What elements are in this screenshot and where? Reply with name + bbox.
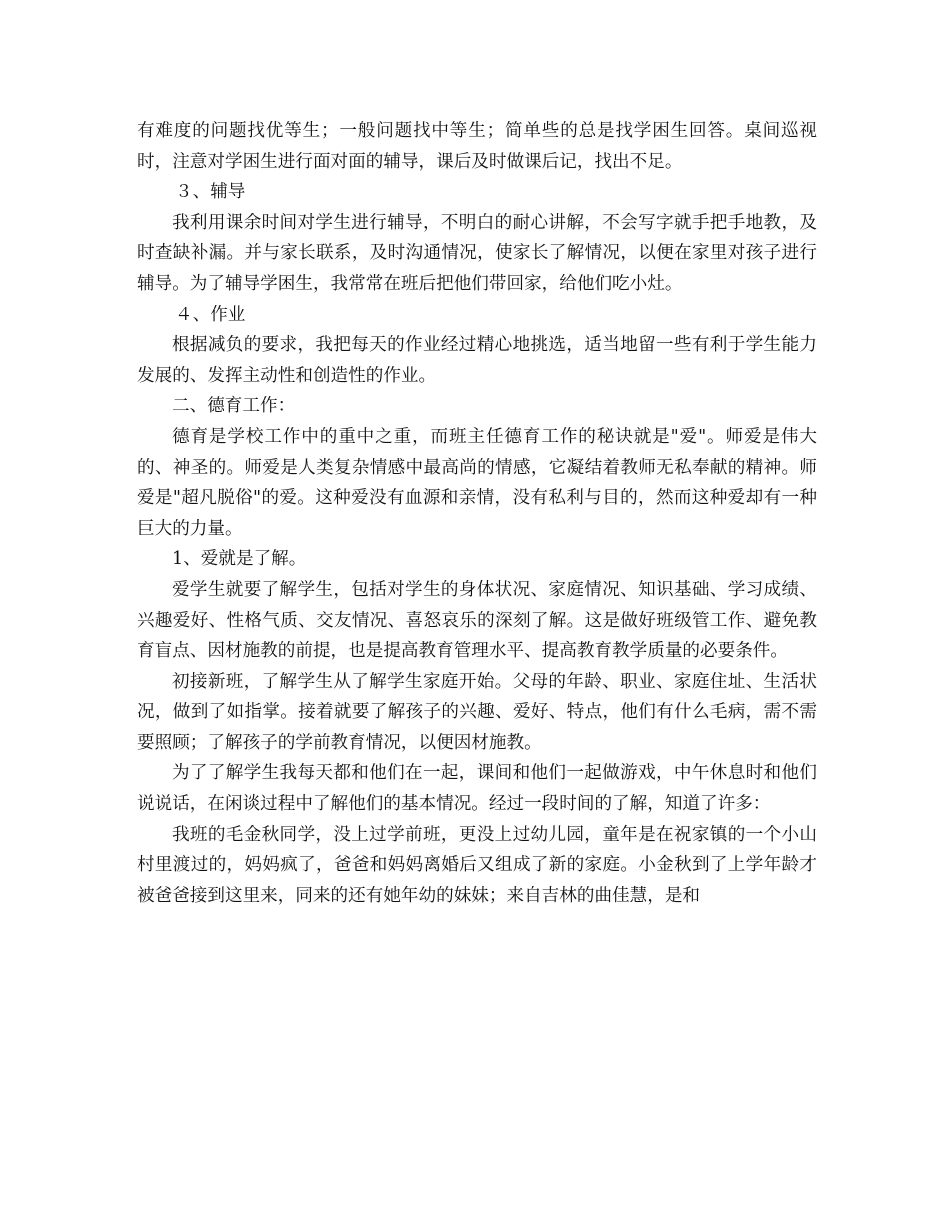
paragraph: 我利用课余时间对学生进行辅导，不明白的耐心讲解，不会写字就手把手地教，及时查缺补漏。并与家长联系，及时沟通情况，使家长了解情况，以便在家里对孩子进行辅导。为了辅导学困生，我常常在班后把他们带回家，给他们吃小灶。: [137, 212, 817, 294]
paragraph: 为了了解学生我每天都和他们在一起，课间和他们一起做游戏，中午休息时和他们说说话，在闲谈过程中了解他们的基本情况。经过一段时间的了解，知道了许多：: [137, 763, 817, 815]
paragraph-continued: 有难度的问题找优等生；一般问题找中等生；简单些的总是找学困生回答。桌间巡视时，注意对学困生进行面对面的辅导，课后及时做课后记，找出不足。: [137, 121, 817, 172]
subsection-heading-love-is-understanding: 1、爱就是了解。: [172, 549, 307, 570]
paragraph: 我班的毛金秋同学，没上过学前班，更没上过幼儿园，童年是在祝家镇的一个小山村里渡过的，妈妈疯了，爸爸和妈妈离婚后又组成了新的家庭。小金秋到了上学年龄才被爸爸接到这里来，同来的还有她年幼的妹妹；来自吉林的曲佳慧，是和: [137, 824, 817, 906]
section-heading-tutoring: ３、辅导: [175, 182, 246, 203]
document-body: [137, 116, 817, 911]
paragraph: 根据减负的要求，我把每天的作业经过精心地挑选，适当地留一些有利于学生能力发展的、发挥主动性和创造性的作业。: [137, 335, 817, 386]
paragraph: 爱学生就要了解学生，包括对学生的身体状况、家庭情况、知识基础、学习成绩、兴趣爱好、性格气质、交友情况、喜怒哀乐的深刻了解。这是做好班级管工作、避免教育盲点、因材施教的前提，也是提高教育管理水平、提高教育教学质量的必要条件。: [137, 579, 817, 662]
section-heading-homework: ４、作业: [175, 304, 246, 325]
paragraph: 德育是学校工作中的重中之重，而班主任德育工作的秘诀就是"爱"。师爱是伟大的、神圣的。师爱是人类复杂情感中最高尚的情感，它凝结着教师无私奉献的精神。师爱是"超凡脱俗"的爱。这种爱没有血源和亲情，没有私利与目的，然而这种爱却有一种巨大的力量。: [137, 426, 817, 539]
section-heading-moral-education: 二、德育工作：: [172, 396, 296, 417]
paragraph: 初接新班，了解学生从了解学生家庭开始。父母的年龄、职业、家庭住址、生活状况，做到了如指掌。接着就要了解孩子的兴趣、爱好、特点，他们有什么毛病，需不需要照顾；了解孩子的学前教育情况，以便因材施教。: [137, 671, 817, 753]
